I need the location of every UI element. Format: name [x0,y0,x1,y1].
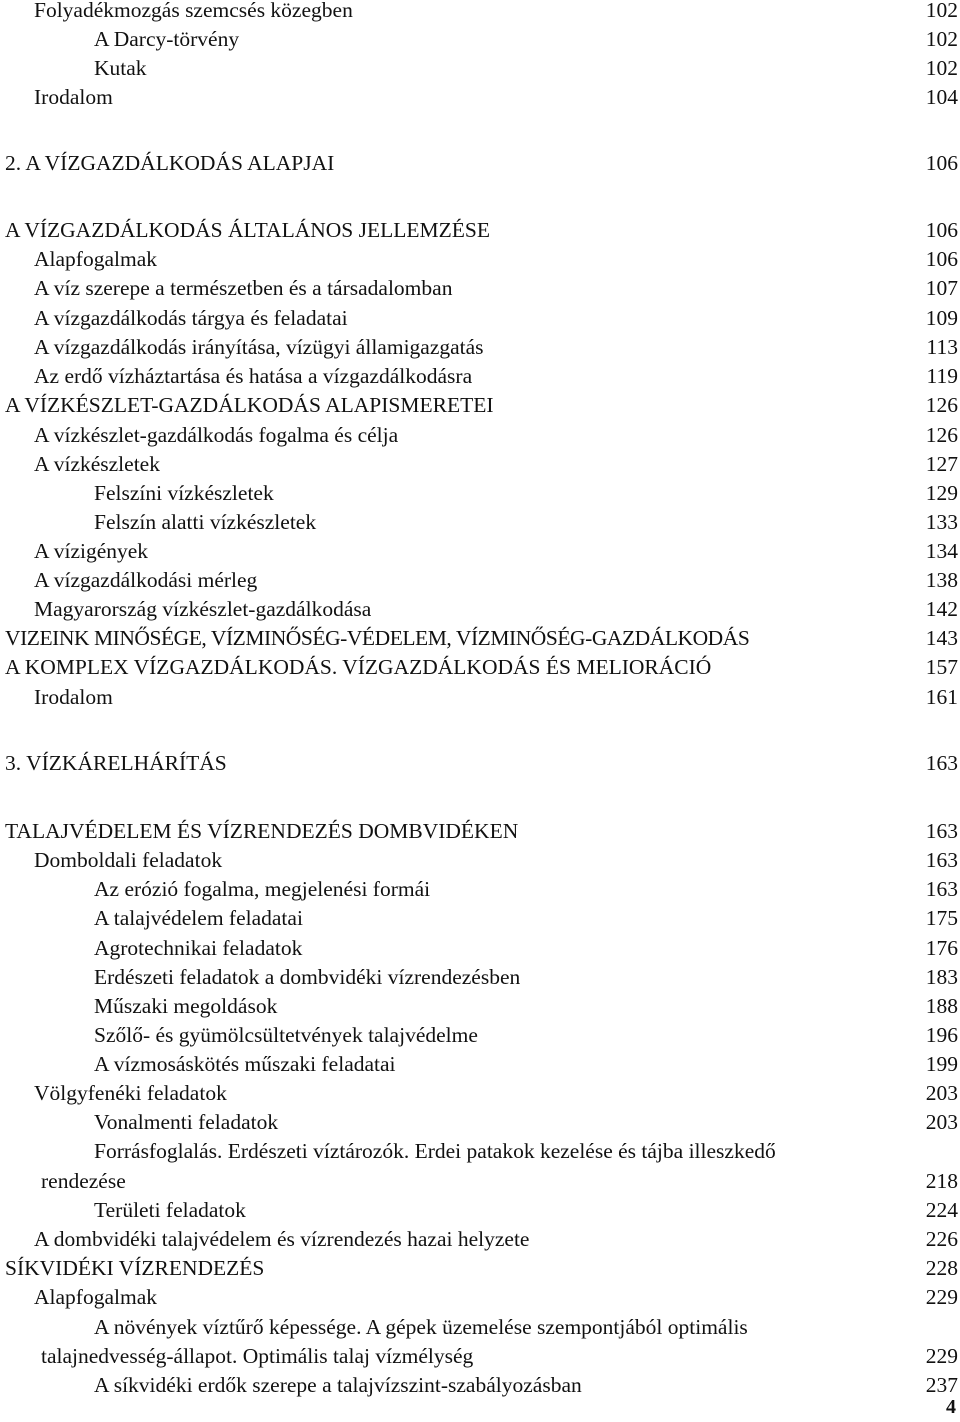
toc-entry [0,1021,960,1050]
toc-entry-title: Felszín alatti vízkészletek [94,510,317,534]
toc-entry-title: A talajvédelem feladatai [94,906,303,930]
toc-entry-page: 102 [925,27,958,51]
toc-entry [0,1137,960,1166]
toc-chapter-heading [0,749,960,778]
toc-entry-title: A VÍZKÉSZLET-GAZDÁLKODÁS ALAPISMERETEI [5,393,494,417]
toc-entry-page: 102 [925,0,958,22]
toc-entry-page: 127 [925,452,958,476]
toc-entry-title: Az erdő vízháztartása és hatása a vízgazdálkodásra [34,364,473,388]
toc-entry-title: VIZEINK MINŐSÉGE, VÍZMINŐSÉG-VÉDELEM, VÍZMINŐSÉG-GAZDÁLKODÁS [5,626,750,650]
toc-entry [0,992,960,1021]
toc-entry-title: Szőlő- és gyümölcsültetvények talajvédelme [94,1023,478,1047]
toc-entry [0,54,960,83]
toc-entry-page: 175 [925,906,958,930]
toc-entry-page: 106 [925,218,958,242]
toc-entry-title: A vízgazdálkodás irányítása, vízügyi államigazgatás [34,335,484,359]
toc-entry-title: Folyadékmozgás szemcsés közegben [34,0,353,22]
toc-entry [0,1283,960,1312]
toc-entry-page: 183 [925,965,958,989]
toc-entry-title: A víz szerepe a természetben és a társadalomban [34,276,453,300]
toc-entry-title: Agrotechnikai feladatok [94,936,303,960]
toc-entry [0,904,960,933]
toc-entry-page: 176 [925,936,958,960]
toc-entry [0,963,960,992]
toc-entry [0,934,960,963]
toc-entry-page: 224 [925,1198,958,1222]
toc-entry [0,1167,960,1196]
toc-entry [0,25,960,54]
toc-entry-title: 3. VÍZKÁRELHÁRÍTÁS [5,751,227,775]
toc-entry-page: 229 [925,1285,958,1309]
toc-entry [0,1050,960,1079]
toc-entry [0,846,960,875]
toc-entry-page: 237 [925,1373,958,1397]
toc-section-heading [0,653,960,682]
toc-entry-page: 107 [925,276,958,300]
toc-chapter-heading [0,149,960,178]
toc-entry [0,245,960,274]
toc-section-heading [0,817,960,846]
toc-entry-title: Forrásfoglalás. Erdészeti víztározók. Erdei patakok kezelése és tájba illeszkedő [94,1139,776,1163]
toc-entry [0,1225,960,1254]
toc-entry-page: 203 [925,1110,958,1134]
toc-entry-page: 109 [925,306,958,330]
toc-entry-title: A VÍZGAZDÁLKODÁS ÁLTALÁNOS JELLEMZÉSE [5,218,490,242]
toc-entry-title: Alapfogalmak [34,247,157,271]
toc-entry-title: A növények víztűrő képessége. A gépek üzemelése szempontjából optimális [94,1315,748,1339]
toc-entry-page: 188 [925,994,958,1018]
toc-entry-page: 126 [925,393,958,417]
toc-entry-title: TALAJVÉDELEM ÉS VÍZRENDEZÉS DOMBVIDÉKEN [5,819,519,843]
toc-section-heading [0,1254,960,1283]
toc-entry-page: 229 [925,1344,958,1368]
toc-entry-page: 218 [925,1169,958,1193]
toc-entry-title: Erdészeti feladatok a dombvidéki vízrendezésben [94,965,521,989]
toc-entry-page: 196 [925,1023,958,1047]
toc-entry [0,566,960,595]
toc-entry-page: 157 [925,655,958,679]
toc-entry-page: 163 [925,848,958,872]
toc-entry-page: 228 [925,1256,958,1280]
toc-entry [0,683,960,712]
toc-entry-title: A síkvidéki erdők szerepe a talajvízszint-szabályozásban [94,1373,582,1397]
toc-entry-title: Vonalmenti feladatok [94,1110,279,1134]
toc-entry [0,83,960,112]
toc-entry-page: 199 [925,1052,958,1076]
toc-entry-page: 163 [925,751,958,775]
toc-entry-title: Irodalom [34,85,113,109]
toc-entry-title: A vízmosáskötés műszaki feladatai [94,1052,396,1076]
toc-section-heading [0,624,960,653]
toc-entry [0,304,960,333]
toc-entry [0,595,960,624]
toc-entry [0,1108,960,1137]
toc-entry [0,333,960,362]
toc-entry-title: Domboldali feladatok [34,848,223,872]
toc-entry-page: 126 [925,423,958,447]
toc-entry-page: 119 [926,364,958,388]
toc-entry [0,537,960,566]
toc-entry [0,274,960,303]
toc-entry-title: A vízgazdálkodási mérleg [34,568,258,592]
toc-entry-page: 203 [925,1081,958,1105]
toc-entry-page: 138 [925,568,958,592]
toc-entry [0,1342,960,1371]
toc-entry-title: Irodalom [34,685,113,709]
toc-entry [0,875,960,904]
toc-entry [0,1313,960,1342]
toc-entry-title: A KOMPLEX VÍZGAZDÁLKODÁS. VÍZGAZDÁLKODÁS ÉS MELIORÁCIÓ [5,655,712,679]
toc-entry-page: 163 [925,877,958,901]
toc-entry [0,1371,960,1400]
toc-entry-page: 113 [926,335,958,359]
toc-entry [0,508,960,537]
toc-entry-title: Az erózió fogalma, megjelenési formái [94,877,431,901]
toc-section-heading [0,216,960,245]
toc-entry-title: 2. A VÍZGAZDÁLKODÁS ALAPJAI [5,151,335,175]
toc-entry-page: 134 [925,539,958,563]
toc-entry [0,362,960,391]
toc-entry-title: A dombvidéki talajvédelem és vízrendezés hazai helyzete [34,1227,530,1251]
toc-entry-page: 133 [925,510,958,534]
toc-entry [0,479,960,508]
toc-entry [0,1079,960,1108]
toc-entry-page: 142 [925,597,958,621]
toc-entry-page: 106 [925,151,958,175]
toc-entry-page: 163 [925,819,958,843]
toc-entry-title: SÍKVIDÉKI VÍZRENDEZÉS [5,1256,265,1280]
toc-entry-page: 161 [925,685,958,709]
toc-entry [0,450,960,479]
toc-entry-title: rendezése [41,1169,126,1193]
toc-entry-title: Völgyfenéki feladatok [34,1081,227,1105]
page-number: 4 [946,1396,956,1418]
toc-entry-title: Kutak [94,56,147,80]
toc-entry-page: 129 [925,481,958,505]
toc-entry-title: Területi feladatok [94,1198,246,1222]
toc-section-heading [0,391,960,420]
toc-entry-title: A vízgazdálkodás tárgya és feladatai [34,306,348,330]
toc-entry [0,1196,960,1225]
toc-entry-title: Alapfogalmak [34,1285,157,1309]
toc-entry-page: 143 [925,626,958,650]
toc-entry-title: A vízigények [34,539,149,563]
toc-entry-title: talajnedvesség-állapot. Optimális talaj vízmélység [41,1344,474,1368]
toc-entry-title: A vízkészletek [34,452,160,476]
toc-entry-page: 102 [925,56,958,80]
toc-entry [0,421,960,450]
toc-entry-title: A vízkészlet-gazdálkodás fogalma és célja [34,423,399,447]
toc-entry-title: Felszíni vízkészletek [94,481,274,505]
toc-entry-title: A Darcy-törvény [94,27,240,51]
toc-entry-page: 106 [925,247,958,271]
toc-entry-title: Magyarország vízkészlet-gazdálkodása [34,597,372,621]
toc-entry-title: Műszaki megoldások [94,994,278,1018]
toc-entry-page: 104 [925,85,958,109]
toc-entry [0,0,960,25]
toc-entry-page: 226 [925,1227,958,1251]
